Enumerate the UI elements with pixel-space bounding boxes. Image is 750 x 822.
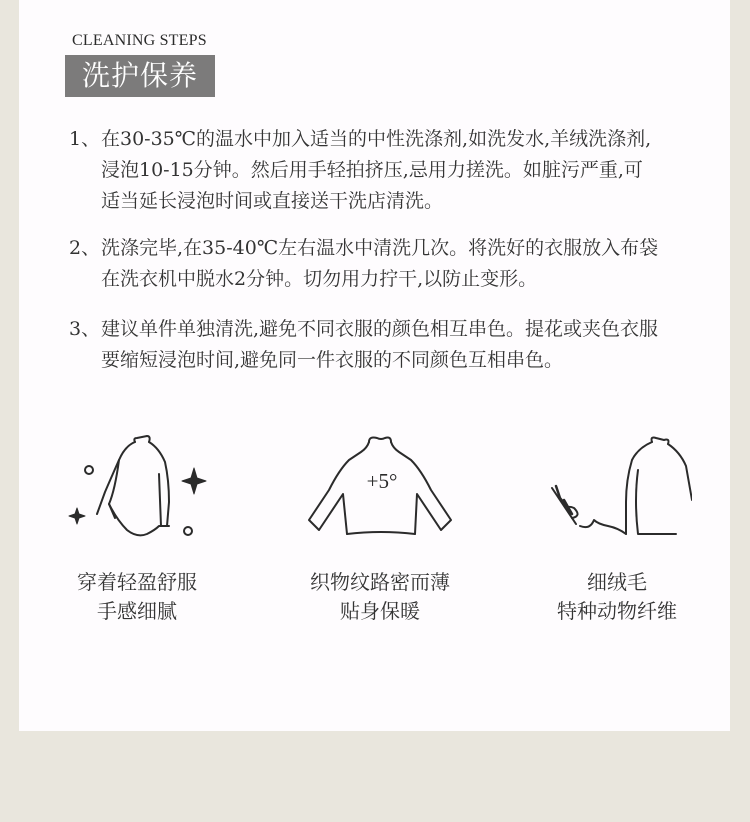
step-text-line: 浸泡10-15分钟。然后用手轻拍挤压,忌用力搓洗。如脏污严重,可 (101, 159, 643, 181)
step-1 (69, 124, 709, 217)
step-3 (69, 314, 709, 376)
fine-fiber-sweater-icon (542, 430, 692, 542)
step-text-line: 在洗衣机中脱水2分钟。切勿用力拧干,以防止变形。 (101, 268, 538, 290)
feature-caption-line: 手感细腻 (97, 599, 177, 623)
feature-caption (507, 568, 727, 626)
step-text-line: 洗涤完毕,在35-40℃左右温水中清洗几次。将洗好的衣服放入布袋 (101, 237, 659, 259)
temperature-label: +5° (366, 469, 398, 493)
sparkling-sweater-icon (67, 430, 207, 542)
warm-sweater-icon (305, 430, 455, 542)
step-number: 2、 (69, 237, 101, 259)
feature-caption-line: 贴身保暖 (340, 599, 420, 623)
section-title: 洗护保养 (65, 55, 215, 97)
feature-caption-line: 织物纹路密而薄 (310, 570, 450, 594)
step-text-line: 要缩短浸泡时间,避免同一件衣服的不同颜色互相串色。 (101, 349, 564, 371)
feature-caption-line: 特种动物纤维 (557, 599, 677, 623)
feature-caption-line: 穿着轻盈舒服 (77, 570, 197, 594)
step-number: 1、 (69, 128, 101, 150)
feature-caption-line: 细绒毛 (587, 570, 647, 594)
section-eyebrow: CLEANING STEPS (72, 32, 207, 49)
feature-lightweight (27, 430, 247, 626)
feature-warm (270, 430, 490, 626)
feature-caption (27, 568, 247, 626)
step-text-line: 适当延长浸泡时间或直接送干洗店清洗。 (101, 190, 444, 212)
feature-fine-fiber (507, 430, 727, 626)
step-number: 3、 (69, 318, 101, 340)
care-card (19, 0, 730, 731)
step-text-line: 在30-35℃的温水中加入适当的中性洗涤剂,如洗发水,羊绒洗涤剂, (101, 128, 652, 150)
step-2 (69, 233, 709, 295)
step-text-line: 建议单件单独清洗,避免不同衣服的颜色相互串色。提花或夹色衣服 (101, 318, 659, 340)
feature-icons-row (19, 430, 730, 650)
feature-caption (270, 568, 490, 626)
